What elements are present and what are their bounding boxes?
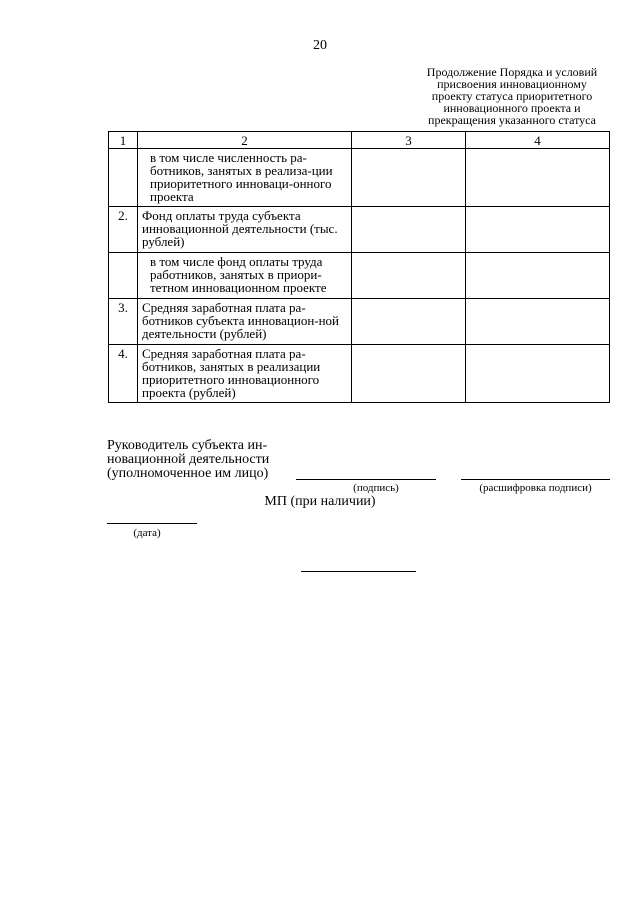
header-line: проекту статуса приоритетного [431, 89, 593, 103]
date-line [107, 523, 197, 524]
document-header [412, 66, 612, 126]
row-number: 4. [109, 345, 138, 403]
value-cell [466, 253, 610, 299]
row-text: Средняя заработная плата ра-ботников субъекта инновацион-ной деятельности (рублей) [138, 299, 352, 345]
column-header: 1 [109, 132, 138, 149]
row-text: Средняя заработная плата ра-ботников, занятых в реализации приоритетного инновационного проекта (рублей) [138, 345, 352, 403]
row-number [109, 149, 138, 207]
signature-line [296, 479, 436, 480]
row-text: в том числе фонд оплаты труда работников, занятых в приори-тетном инновационном проекте [138, 253, 352, 299]
date-caption: (дата) [133, 527, 161, 539]
value-cell [352, 253, 466, 299]
header-line: Продолжение Порядка и условий [426, 65, 598, 79]
row-number [109, 253, 138, 299]
table-row [109, 345, 610, 403]
signatory-label [107, 439, 307, 481]
table-row [109, 253, 610, 299]
stamp-label: МП (при наличии) [264, 494, 376, 509]
signatory-line: новационной деятельности [107, 452, 270, 467]
value-cell [466, 207, 610, 253]
header-line: прекращения указанного статуса [428, 113, 596, 127]
column-header: 2 [138, 132, 352, 149]
table-header-row [109, 132, 610, 149]
end-divider [301, 571, 416, 572]
column-header: 4 [466, 132, 610, 149]
indicators-table [108, 131, 610, 403]
value-cell [466, 345, 610, 403]
signatory-line: Руководитель субъекта ин- [107, 438, 268, 453]
row-text: в том числе численность ра-ботников, занятых в реализа-ции приоритетного инноваци-онного проекта [138, 149, 352, 207]
signature-caption: (подпись) [353, 482, 399, 494]
header-line: присвоения инновационному [437, 77, 587, 91]
value-cell [352, 345, 466, 403]
page-number: 20 [313, 38, 327, 53]
decode-caption: (расшифровка подписи) [479, 482, 592, 494]
value-cell [352, 207, 466, 253]
value-cell [466, 299, 610, 345]
table-row [109, 207, 610, 253]
column-header: 3 [352, 132, 466, 149]
row-number: 3. [109, 299, 138, 345]
signatory-line: (уполномоченное им лицо) [107, 466, 269, 481]
value-cell [352, 149, 466, 207]
row-text: Фонд оплаты труда субъекта инновационной деятельности (тыс. рублей) [138, 207, 352, 253]
header-line: инновационного проекта и [443, 101, 581, 115]
value-cell [466, 149, 610, 207]
decode-line [461, 479, 610, 480]
row-number: 2. [109, 207, 138, 253]
table-row [109, 299, 610, 345]
table-row [109, 149, 610, 207]
value-cell [352, 299, 466, 345]
